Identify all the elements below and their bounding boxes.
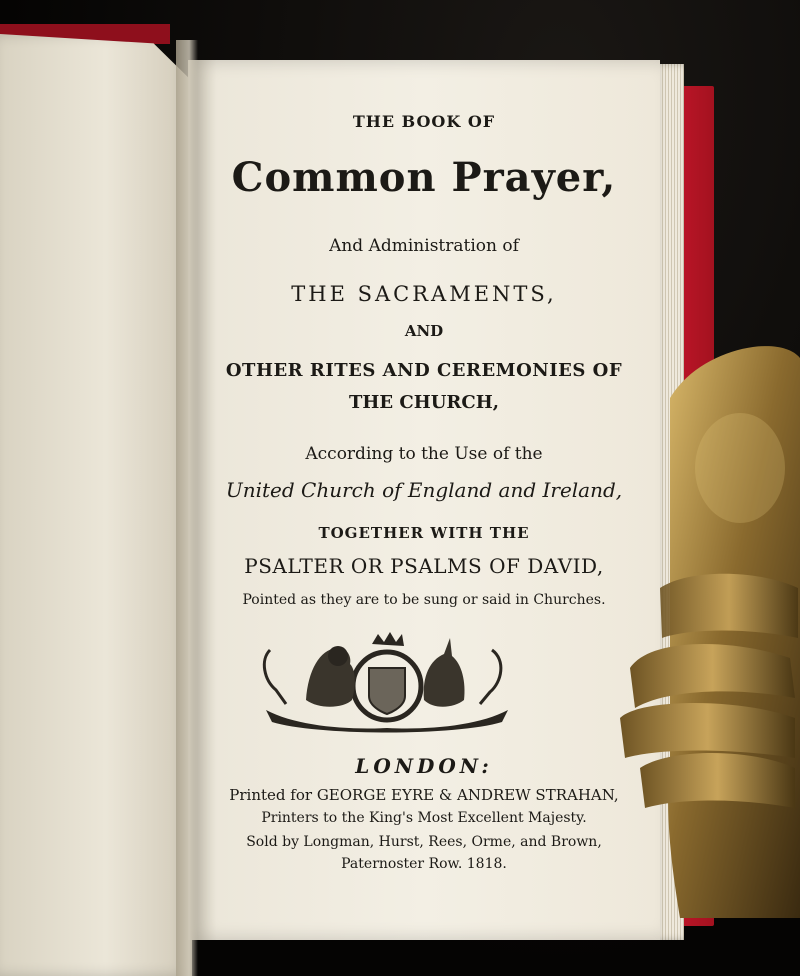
pointed-line: Pointed as they are to be sung or said in Churches. <box>242 592 606 608</box>
church-line: THE CHURCH, <box>349 392 499 413</box>
rites-line: OTHER RITES AND CEREMONIES OF <box>225 360 623 381</box>
sacraments-line: THE SACRAMENTS, <box>291 282 557 306</box>
title-page <box>188 60 660 940</box>
imprint-majesty: Printers to the King's Most Excellent Majesty. <box>261 810 587 826</box>
use-line: According to the Use of the <box>305 444 543 464</box>
imprint-address-date: Paternoster Row. 1818. <box>341 856 507 872</box>
subtitle-line: And Administration of <box>329 236 519 256</box>
title-prefix: THE BOOK OF <box>352 112 496 131</box>
united-church-line: United Church of England and Ireland, <box>225 478 623 502</box>
left-blank-page <box>0 34 192 976</box>
psalter-line: PSALTER OR PSALMS OF DAVID, <box>244 554 604 578</box>
royal-coat-of-arms-emblem <box>256 630 518 736</box>
and-line: AND <box>404 322 444 340</box>
imprint-printers: Printed for GEORGE EYRE & ANDREW STRAHAN, <box>229 786 619 804</box>
together-line: TOGETHER WITH THE <box>318 524 530 542</box>
imprint-sold-by: Sold by Longman, Hurst, Rees, Orme, and Brown, <box>246 834 602 850</box>
imprint-city: LONDON: <box>355 754 493 778</box>
main-title: Common Prayer, <box>231 154 617 201</box>
